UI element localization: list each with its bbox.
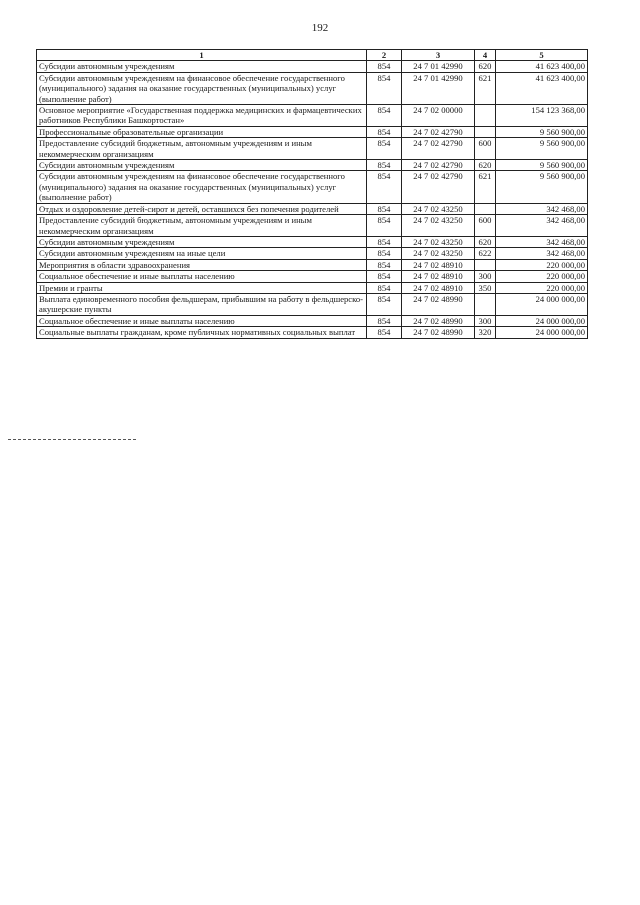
cell-sum: 9 560 900,00 — [496, 160, 588, 171]
cell-ved: 854 — [367, 126, 402, 137]
table-row — [37, 160, 588, 171]
cell-csr: 24 7 02 48990 — [402, 327, 475, 338]
cell-name: Премии и гранты — [37, 282, 367, 293]
table-row — [37, 236, 588, 247]
cell-name: Выплата единовременного пособия фельдшерам, прибывшим на работу в фельдшерско-акушерские пункты — [37, 293, 367, 315]
cell-ved: 854 — [367, 138, 402, 160]
cell-ved: 854 — [367, 327, 402, 338]
cell-vr: 620 — [475, 236, 496, 247]
column-header-name: 1 — [37, 50, 367, 61]
cell-vr — [475, 105, 496, 127]
cell-name: Субсидии автономным учреждениям — [37, 61, 367, 72]
cell-name: Субсидии автономным учреждениям — [37, 160, 367, 171]
cell-ved: 854 — [367, 282, 402, 293]
cell-ved: 854 — [367, 203, 402, 214]
cell-sum: 24 000 000,00 — [496, 315, 588, 326]
cell-vr: 600 — [475, 138, 496, 160]
table-row — [37, 171, 588, 203]
cell-csr: 24 7 02 48990 — [402, 293, 475, 315]
cell-csr: 24 7 02 48910 — [402, 282, 475, 293]
cell-sum: 342 468,00 — [496, 248, 588, 259]
cell-vr: 350 — [475, 282, 496, 293]
cell-name: Предоставление субсидий бюджетным, автономным учреждениям и иным некоммерческим организациям — [37, 215, 367, 237]
cell-name: Социальное обеспечение и иные выплаты населению — [37, 271, 367, 282]
cell-ved: 854 — [367, 315, 402, 326]
table-body — [37, 61, 588, 338]
cell-csr: 24 7 01 42990 — [402, 72, 475, 104]
cell-sum: 220 000,00 — [496, 271, 588, 282]
table-row — [37, 215, 588, 237]
cell-vr: 300 — [475, 315, 496, 326]
cell-sum: 24 000 000,00 — [496, 327, 588, 338]
table-row — [37, 105, 588, 127]
cell-csr: 24 7 02 43250 — [402, 203, 475, 214]
cell-name: Социальное обеспечение и иные выплаты населению — [37, 315, 367, 326]
cell-csr: 24 7 02 42790 — [402, 126, 475, 137]
page-number: 192 — [311, 22, 329, 34]
cell-csr: 24 7 02 43250 — [402, 236, 475, 247]
cell-name: Мероприятия в области здравоохранения — [37, 259, 367, 270]
cell-sum: 342 468,00 — [496, 215, 588, 237]
cell-csr: 24 7 01 42990 — [402, 61, 475, 72]
table-row — [37, 61, 588, 72]
column-header-vr: 4 — [475, 50, 496, 61]
cell-csr: 24 7 02 43250 — [402, 215, 475, 237]
table-row — [37, 203, 588, 214]
cell-vr: 622 — [475, 248, 496, 259]
cell-vr: 621 — [475, 72, 496, 104]
cell-sum: 9 560 900,00 — [496, 126, 588, 137]
cell-sum: 9 560 900,00 — [496, 138, 588, 160]
cell-ved: 854 — [367, 271, 402, 282]
cell-csr: 24 7 02 00000 — [402, 105, 475, 127]
cell-csr: 24 7 02 48910 — [402, 259, 475, 270]
cell-name: Субсидии автономным учреждениям — [37, 236, 367, 247]
cell-ved: 854 — [367, 105, 402, 127]
table-row — [37, 72, 588, 104]
cell-csr: 24 7 02 42790 — [402, 171, 475, 203]
table-row — [37, 248, 588, 259]
cell-ved: 854 — [367, 72, 402, 104]
cell-sum: 41 623 400,00 — [496, 61, 588, 72]
cell-name: Профессиональные образовательные организации — [37, 126, 367, 137]
cell-vr: 620 — [475, 160, 496, 171]
cell-csr: 24 7 02 48990 — [402, 315, 475, 326]
cell-vr: 600 — [475, 215, 496, 237]
cell-sum: 154 123 368,00 — [496, 105, 588, 127]
cell-csr: 24 7 02 42790 — [402, 138, 475, 160]
cell-name: Отдых и оздоровление детей-сирот и детей, оставшихся без попечения родителей — [37, 203, 367, 214]
table-row — [37, 271, 588, 282]
cell-sum: 220 000,00 — [496, 282, 588, 293]
table-header-row — [37, 50, 588, 61]
cell-ved: 854 — [367, 259, 402, 270]
cell-name: Субсидии автономным учреждениям на финансовое обеспечение государственного (муниципального) задания на оказание государственных (муниципальных) услуг (выполнение работ) — [37, 72, 367, 104]
cell-vr — [475, 259, 496, 270]
table-row — [37, 327, 588, 338]
column-header-sum: 5 — [496, 50, 588, 61]
budget-table — [36, 49, 588, 339]
cell-vr: 320 — [475, 327, 496, 338]
cell-vr: 621 — [475, 171, 496, 203]
cell-sum: 9 560 900,00 — [496, 171, 588, 203]
cell-sum: 24 000 000,00 — [496, 293, 588, 315]
cell-name: Предоставление субсидий бюджетным, автономным учреждениям и иным некоммерческим организациям — [37, 138, 367, 160]
cell-ved: 854 — [367, 215, 402, 237]
table-row — [37, 315, 588, 326]
cell-vr: 300 — [475, 271, 496, 282]
cell-csr: 24 7 02 43250 — [402, 248, 475, 259]
cell-sum: 342 468,00 — [496, 236, 588, 247]
cell-ved: 854 — [367, 61, 402, 72]
cell-ved: 854 — [367, 236, 402, 247]
cell-sum: 342 468,00 — [496, 203, 588, 214]
cell-vr: 620 — [475, 61, 496, 72]
cell-name: Социальные выплаты гражданам, кроме публичных нормативных социальных выплат — [37, 327, 367, 338]
cell-ved: 854 — [367, 248, 402, 259]
cell-ved: 854 — [367, 293, 402, 315]
cell-csr: 24 7 02 42790 — [402, 160, 475, 171]
cell-vr — [475, 126, 496, 137]
table-row — [37, 282, 588, 293]
cell-sum: 220 000,00 — [496, 259, 588, 270]
column-header-ved: 2 — [367, 50, 402, 61]
cell-name: Основное мероприятие «Государственная поддержка медицинских и фармацевтических работников Республики Башкортостан» — [37, 105, 367, 127]
footer-rule — [8, 439, 136, 440]
table-row — [37, 259, 588, 270]
table-row — [37, 126, 588, 137]
cell-sum: 41 623 400,00 — [496, 72, 588, 104]
cell-name: Субсидии автономным учреждениям на иные цели — [37, 248, 367, 259]
cell-csr: 24 7 02 48910 — [402, 271, 475, 282]
cell-vr — [475, 293, 496, 315]
cell-ved: 854 — [367, 160, 402, 171]
table-row — [37, 293, 588, 315]
cell-vr — [475, 203, 496, 214]
cell-name: Субсидии автономным учреждениям на финансовое обеспечение государственного (муниципального) задания на оказание государственных (муниципальных) услуг (выполнение работ) — [37, 171, 367, 203]
table-row — [37, 138, 588, 160]
column-header-csr: 3 — [402, 50, 475, 61]
cell-ved: 854 — [367, 171, 402, 203]
